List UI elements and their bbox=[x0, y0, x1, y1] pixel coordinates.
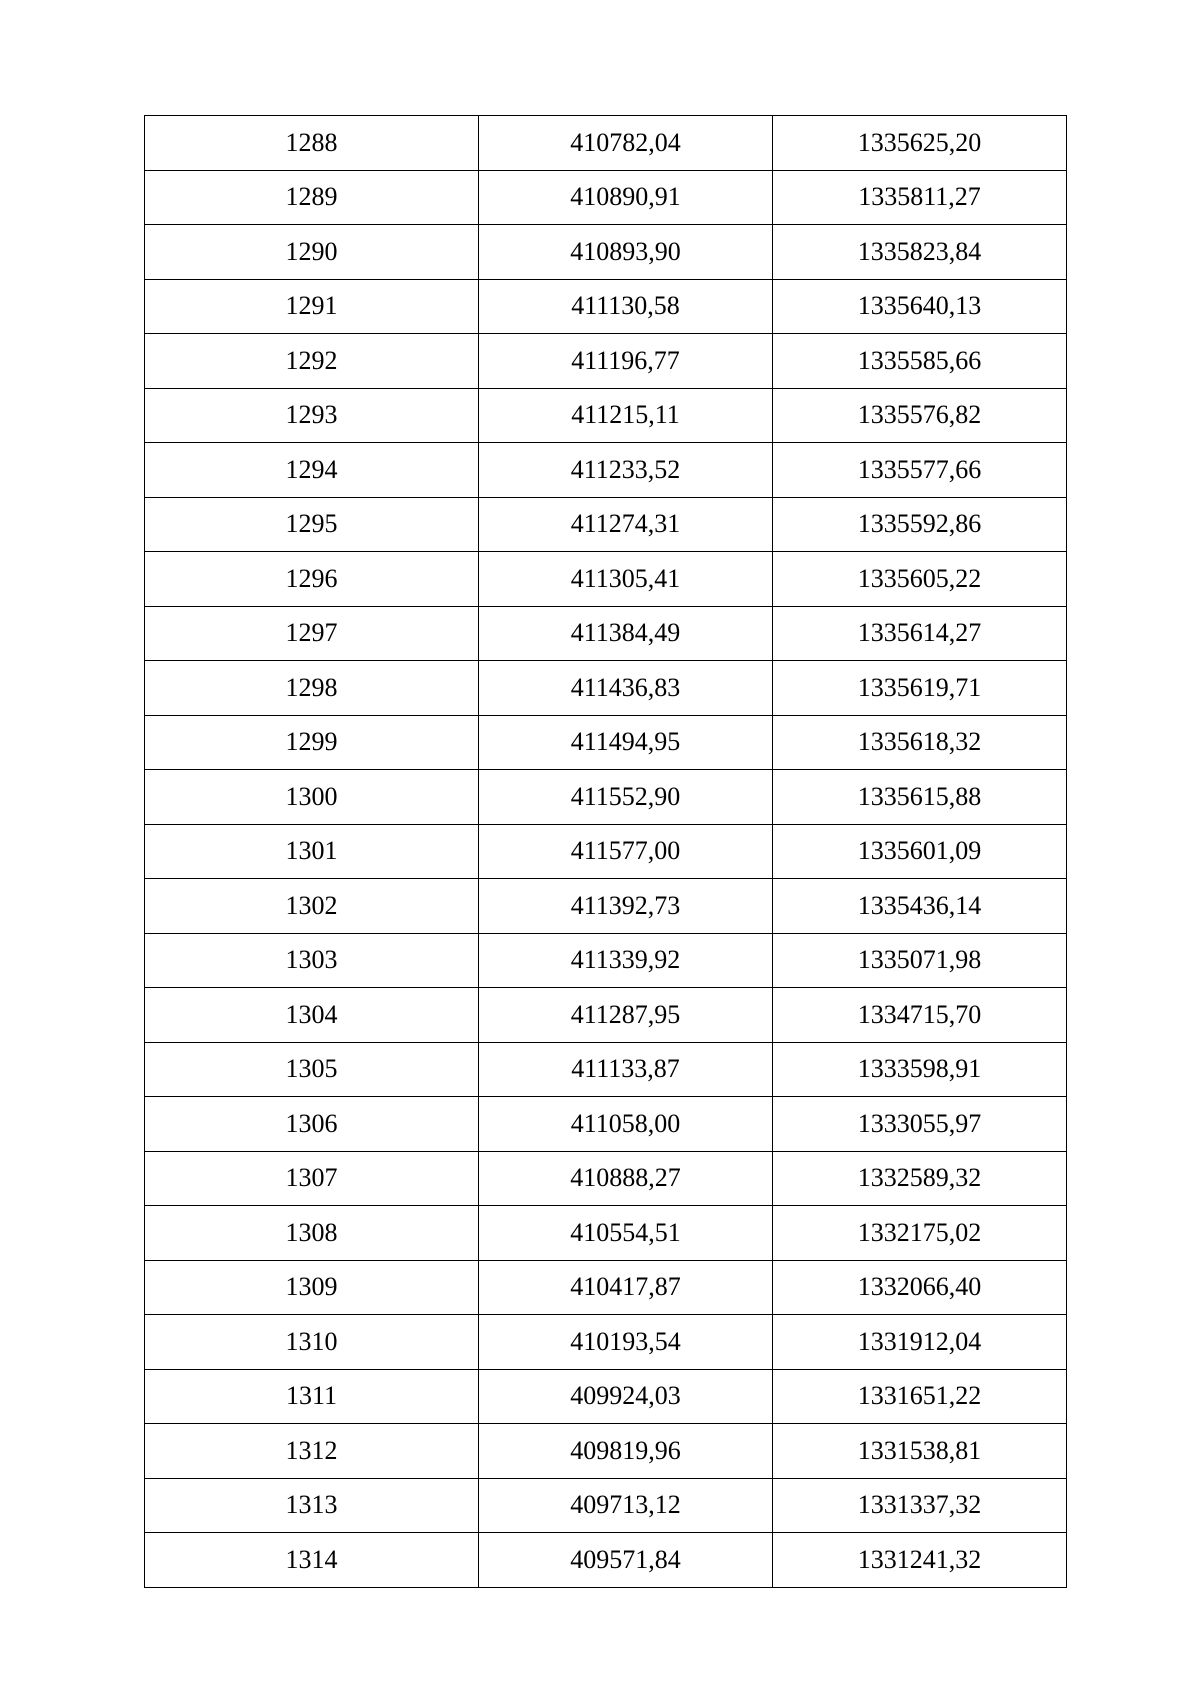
x-coordinate-cell: 410554,51 bbox=[479, 1206, 773, 1261]
x-coordinate-cell: 411339,92 bbox=[479, 933, 773, 988]
x-coordinate-cell: 410782,04 bbox=[479, 116, 773, 171]
table-row bbox=[145, 661, 1067, 716]
point-number-cell: 1297 bbox=[145, 606, 479, 661]
table-row bbox=[145, 1424, 1067, 1479]
table-row bbox=[145, 1478, 1067, 1533]
y-coordinate-cell: 1335436,14 bbox=[773, 879, 1067, 934]
point-number-cell: 1289 bbox=[145, 170, 479, 225]
coordinates-table-body bbox=[145, 116, 1067, 1588]
y-coordinate-cell: 1335585,66 bbox=[773, 334, 1067, 389]
point-number-cell: 1298 bbox=[145, 661, 479, 716]
table-row bbox=[145, 988, 1067, 1043]
table-row bbox=[145, 497, 1067, 552]
y-coordinate-cell: 1331912,04 bbox=[773, 1315, 1067, 1370]
point-number-cell: 1295 bbox=[145, 497, 479, 552]
table-row bbox=[145, 388, 1067, 443]
table-row bbox=[145, 715, 1067, 770]
x-coordinate-cell: 411494,95 bbox=[479, 715, 773, 770]
x-coordinate-cell: 410417,87 bbox=[479, 1260, 773, 1315]
x-coordinate-cell: 410890,91 bbox=[479, 170, 773, 225]
y-coordinate-cell: 1335577,66 bbox=[773, 443, 1067, 498]
y-coordinate-cell: 1331241,32 bbox=[773, 1533, 1067, 1588]
table-row bbox=[145, 116, 1067, 171]
coordinates-table bbox=[144, 115, 1067, 1588]
table-row bbox=[145, 1260, 1067, 1315]
table-row bbox=[145, 1042, 1067, 1097]
table-row bbox=[145, 334, 1067, 389]
point-number-cell: 1291 bbox=[145, 279, 479, 334]
point-number-cell: 1296 bbox=[145, 552, 479, 607]
table-row bbox=[145, 770, 1067, 825]
point-number-cell: 1312 bbox=[145, 1424, 479, 1479]
x-coordinate-cell: 411196,77 bbox=[479, 334, 773, 389]
point-number-cell: 1313 bbox=[145, 1478, 479, 1533]
table-row bbox=[145, 443, 1067, 498]
x-coordinate-cell: 411305,41 bbox=[479, 552, 773, 607]
x-coordinate-cell: 411552,90 bbox=[479, 770, 773, 825]
x-coordinate-cell: 411274,31 bbox=[479, 497, 773, 552]
point-number-cell: 1306 bbox=[145, 1097, 479, 1152]
x-coordinate-cell: 409713,12 bbox=[479, 1478, 773, 1533]
y-coordinate-cell: 1335592,86 bbox=[773, 497, 1067, 552]
table-row bbox=[145, 1097, 1067, 1152]
point-number-cell: 1307 bbox=[145, 1151, 479, 1206]
y-coordinate-cell: 1335823,84 bbox=[773, 225, 1067, 280]
y-coordinate-cell: 1332066,40 bbox=[773, 1260, 1067, 1315]
point-number-cell: 1314 bbox=[145, 1533, 479, 1588]
x-coordinate-cell: 411058,00 bbox=[479, 1097, 773, 1152]
x-coordinate-cell: 410888,27 bbox=[479, 1151, 773, 1206]
x-coordinate-cell: 411215,11 bbox=[479, 388, 773, 443]
point-number-cell: 1293 bbox=[145, 388, 479, 443]
point-number-cell: 1292 bbox=[145, 334, 479, 389]
point-number-cell: 1308 bbox=[145, 1206, 479, 1261]
x-coordinate-cell: 409819,96 bbox=[479, 1424, 773, 1479]
x-coordinate-cell: 411233,52 bbox=[479, 443, 773, 498]
point-number-cell: 1309 bbox=[145, 1260, 479, 1315]
table-row bbox=[145, 552, 1067, 607]
table-row bbox=[145, 1151, 1067, 1206]
y-coordinate-cell: 1331538,81 bbox=[773, 1424, 1067, 1479]
point-number-cell: 1302 bbox=[145, 879, 479, 934]
x-coordinate-cell: 410193,54 bbox=[479, 1315, 773, 1370]
point-number-cell: 1305 bbox=[145, 1042, 479, 1097]
y-coordinate-cell: 1335625,20 bbox=[773, 116, 1067, 171]
y-coordinate-cell: 1335614,27 bbox=[773, 606, 1067, 661]
table-row bbox=[145, 1369, 1067, 1424]
y-coordinate-cell: 1335601,09 bbox=[773, 824, 1067, 879]
y-coordinate-cell: 1335615,88 bbox=[773, 770, 1067, 825]
table-row bbox=[145, 279, 1067, 334]
y-coordinate-cell: 1335605,22 bbox=[773, 552, 1067, 607]
table-row bbox=[145, 1206, 1067, 1261]
x-coordinate-cell: 411436,83 bbox=[479, 661, 773, 716]
y-coordinate-cell: 1335071,98 bbox=[773, 933, 1067, 988]
y-coordinate-cell: 1331337,32 bbox=[773, 1478, 1067, 1533]
table-row bbox=[145, 606, 1067, 661]
x-coordinate-cell: 411392,73 bbox=[479, 879, 773, 934]
table-row bbox=[145, 824, 1067, 879]
point-number-cell: 1311 bbox=[145, 1369, 479, 1424]
x-coordinate-cell: 411287,95 bbox=[479, 988, 773, 1043]
point-number-cell: 1304 bbox=[145, 988, 479, 1043]
point-number-cell: 1294 bbox=[145, 443, 479, 498]
table-row bbox=[145, 1533, 1067, 1588]
x-coordinate-cell: 411133,87 bbox=[479, 1042, 773, 1097]
table-row bbox=[145, 225, 1067, 280]
point-number-cell: 1290 bbox=[145, 225, 479, 280]
point-number-cell: 1310 bbox=[145, 1315, 479, 1370]
y-coordinate-cell: 1333598,91 bbox=[773, 1042, 1067, 1097]
y-coordinate-cell: 1335576,82 bbox=[773, 388, 1067, 443]
table-row bbox=[145, 170, 1067, 225]
y-coordinate-cell: 1331651,22 bbox=[773, 1369, 1067, 1424]
point-number-cell: 1301 bbox=[145, 824, 479, 879]
x-coordinate-cell: 409924,03 bbox=[479, 1369, 773, 1424]
x-coordinate-cell: 410893,90 bbox=[479, 225, 773, 280]
x-coordinate-cell: 411577,00 bbox=[479, 824, 773, 879]
table-row bbox=[145, 933, 1067, 988]
y-coordinate-cell: 1335811,27 bbox=[773, 170, 1067, 225]
table-row bbox=[145, 879, 1067, 934]
y-coordinate-cell: 1332589,32 bbox=[773, 1151, 1067, 1206]
y-coordinate-cell: 1335640,13 bbox=[773, 279, 1067, 334]
point-number-cell: 1288 bbox=[145, 116, 479, 171]
y-coordinate-cell: 1335619,71 bbox=[773, 661, 1067, 716]
y-coordinate-cell: 1335618,32 bbox=[773, 715, 1067, 770]
x-coordinate-cell: 411384,49 bbox=[479, 606, 773, 661]
y-coordinate-cell: 1334715,70 bbox=[773, 988, 1067, 1043]
x-coordinate-cell: 411130,58 bbox=[479, 279, 773, 334]
point-number-cell: 1303 bbox=[145, 933, 479, 988]
y-coordinate-cell: 1332175,02 bbox=[773, 1206, 1067, 1261]
point-number-cell: 1299 bbox=[145, 715, 479, 770]
point-number-cell: 1300 bbox=[145, 770, 479, 825]
x-coordinate-cell: 409571,84 bbox=[479, 1533, 773, 1588]
y-coordinate-cell: 1333055,97 bbox=[773, 1097, 1067, 1152]
table-row bbox=[145, 1315, 1067, 1370]
